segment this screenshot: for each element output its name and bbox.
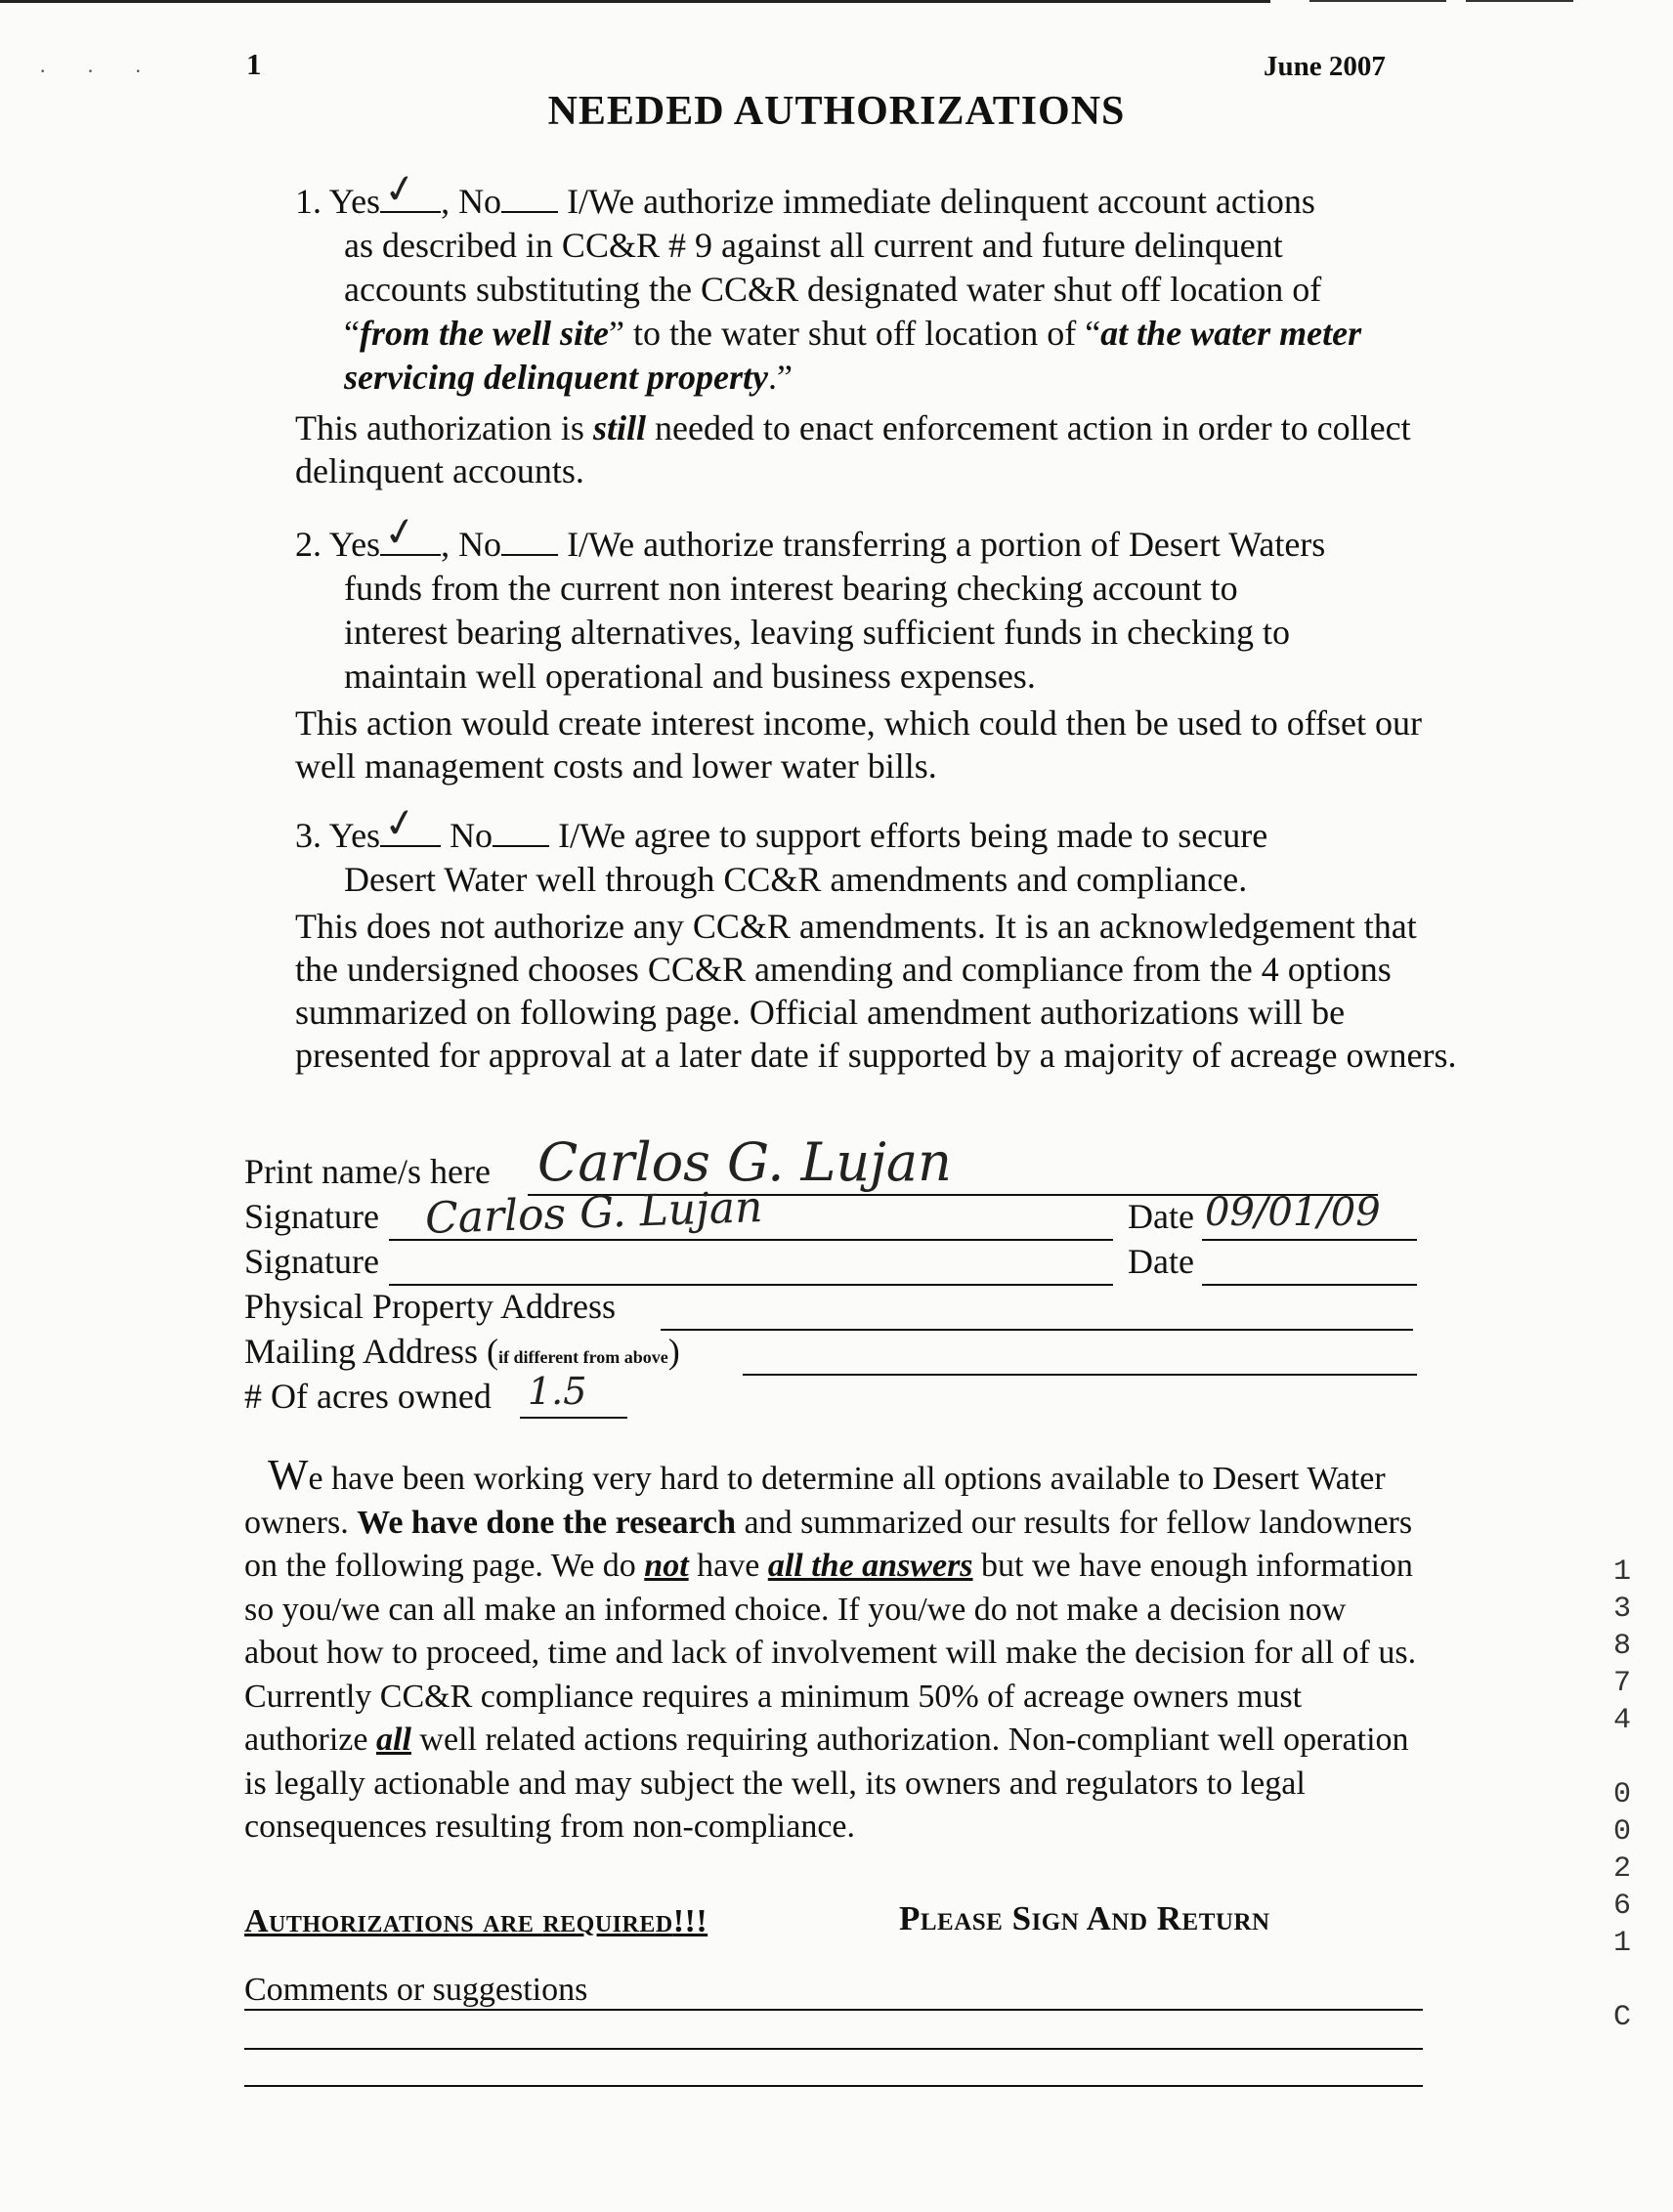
stamp-char (1603, 1962, 1642, 1999)
yes-label: Yes (328, 816, 381, 855)
signature-row (244, 1196, 379, 1237)
document-date: June 2007 (1264, 51, 1386, 82)
item-3-note: This does not authorize any CC&R amendments. It is an acknowledgement that the undersigned chooses CC&R amending and compliance from the 4 options summarized on following page. Official amendment authorizations will be presented for approval at a later date if supported by a majority of acreage owners. (295, 907, 1457, 1075)
no-label: No (458, 525, 502, 564)
item-statement: I/We authorize immediate delinquent account actions (567, 182, 1315, 221)
scan-top-edge (1309, 0, 1446, 2)
stamp-char: 0 (1612, 1778, 1631, 1811)
signature2-label: Signature (244, 1242, 379, 1281)
no-label: No (450, 816, 493, 855)
page-title: NEEDED AUTHORIZATIONS (547, 89, 1126, 134)
property-address-label: Physical Property Address (244, 1287, 616, 1326)
checkmark-icon: ✓ (380, 164, 421, 215)
acres-value: 1.5 (528, 1370, 587, 1413)
signature-value: Carlos G. Lujan (424, 1181, 764, 1245)
no-label: No (458, 182, 502, 221)
stamp-char: 1 (1612, 1927, 1631, 1960)
item-statement: as described in CC&R # 9 against all current and future delinquent (344, 226, 1283, 265)
item-number: 1. (295, 182, 322, 221)
stamp-char: 8 (1612, 1630, 1631, 1663)
acres-row (244, 1376, 492, 1417)
item-1-note: This authorization is still needed to enact enforcement action in order to collect delinquent accounts. (295, 408, 1411, 490)
stamp-char: 0 (1612, 1815, 1631, 1849)
stamp-char: 7 (1612, 1667, 1631, 1700)
stamp-char: C (1612, 2001, 1631, 2034)
item-2-body (344, 567, 1478, 699)
no-checkbox[interactable] (493, 816, 549, 847)
property-address-row (244, 1286, 616, 1327)
print-name-value: Carlos G. Lujan (537, 1131, 952, 1193)
item-statement: accounts substituting the CC&R designated water shut off location of (344, 270, 1322, 309)
acres-field[interactable] (520, 1417, 627, 1419)
comments-line[interactable] (244, 2048, 1423, 2050)
authorizations-required: Authorizations are required!!! (244, 1903, 708, 1939)
stamp-char: 2 (1612, 1852, 1631, 1886)
yes-label: Yes (328, 525, 381, 564)
checkmark-icon: ✓ (380, 507, 421, 558)
print-name-label: Print name/s here (244, 1152, 491, 1191)
yes-label: Yes (328, 182, 381, 221)
yes-checkbox[interactable] (380, 507, 441, 558)
item-statement: interest bearing alternatives, leaving sufficient funds in checking to (344, 613, 1291, 652)
signature-label: Signature (244, 1197, 379, 1236)
item-statement: Desert Water well through CC&R amendments and compliance. (344, 860, 1248, 899)
item-statement: funds from the current non interest bearing checking account to (344, 569, 1238, 608)
yes-checkbox[interactable] (380, 164, 441, 215)
item-statement: maintain well operational and business expenses. (344, 657, 1036, 696)
scan-specks: · · · (39, 59, 159, 83)
print-name-row (244, 1151, 491, 1192)
comments-label: Comments or suggestions (244, 1972, 588, 2008)
item-3-body (344, 858, 1478, 902)
no-checkbox[interactable] (501, 525, 558, 556)
please-sign-and-return: Please Sign And Return (899, 1899, 1270, 1937)
item-statement: I/We authorize transferring a portion of Desert Waters (567, 525, 1326, 564)
property-address-field[interactable] (661, 1329, 1413, 1331)
page-number: 1 (246, 47, 262, 81)
no-checkbox[interactable] (501, 182, 558, 213)
date-label: Date (1128, 1197, 1194, 1236)
comments-line[interactable] (244, 2085, 1423, 2087)
comments-line[interactable] (244, 2009, 1423, 2011)
item-2-note: This action would create interest income, which could then be used to offset our well management costs and lower water bills. (295, 703, 1423, 786)
bates-stamp (1603, 1553, 1642, 2036)
checkmark-icon: ✓ (380, 798, 421, 849)
date-value: 09/01/09 (1205, 1190, 1381, 1235)
quoted-location: from the well site (359, 314, 609, 353)
date2-label: Date (1128, 1242, 1194, 1281)
scan-top-edge (1466, 0, 1573, 2)
item-number: 2. (295, 525, 322, 564)
stamp-char (1603, 1739, 1642, 1776)
stamp-char: 1 (1612, 1555, 1631, 1589)
item-1-body (344, 224, 1478, 400)
yes-checkbox[interactable] (380, 798, 441, 849)
mailing-address-row: Mailing Address (if different from above) (244, 1332, 680, 1371)
closing-paragraph: We have been working very hard to determine all options available to Desert Water owners. We have done the research and summarized our results for fellow landowners on the following page. We do not have all the answers but we have enough information so you/we can all make an informed choice. If you/we do not make a decision now about how to proceed, time and lack of involvement will make the decision for all of us. Currently CC&R compliance requires a minimum 50% of acreage owners must authorize all well related actions requiring authorization. Non-compliant well operation is legally actionable and may subject the well, its owners and regulators to legal consequences resulting from non-compliance. (244, 1451, 1417, 1845)
stamp-char: 6 (1612, 1890, 1631, 1923)
stamp-char: 3 (1612, 1593, 1631, 1626)
item-number: 3. (295, 816, 322, 855)
item-statement: I/We agree to support efforts being made to secure (558, 816, 1268, 855)
stamp-char: 4 (1612, 1704, 1631, 1737)
signature2-row (244, 1241, 379, 1282)
scan-top-edge (0, 0, 1270, 3)
item-1: 1. Yes ✓ , No I/We authorize immediate delinquent account actions (295, 164, 1315, 221)
acres-label: # Of acres owned (244, 1377, 492, 1416)
date-field[interactable] (1202, 1239, 1417, 1241)
mailing-address-field[interactable] (743, 1374, 1417, 1376)
quoted-location: at the water meter servicing delinquent property (344, 314, 1362, 397)
date2-field[interactable] (1202, 1284, 1417, 1286)
item-2: 2. Yes ✓ , No I/We authorize transferring a portion of Desert Waters (295, 507, 1326, 564)
item-statement: “from the well site” to the water shut off location of “at the water meter servicing delinquent property.” (344, 314, 1362, 397)
item-3 (295, 798, 1468, 858)
